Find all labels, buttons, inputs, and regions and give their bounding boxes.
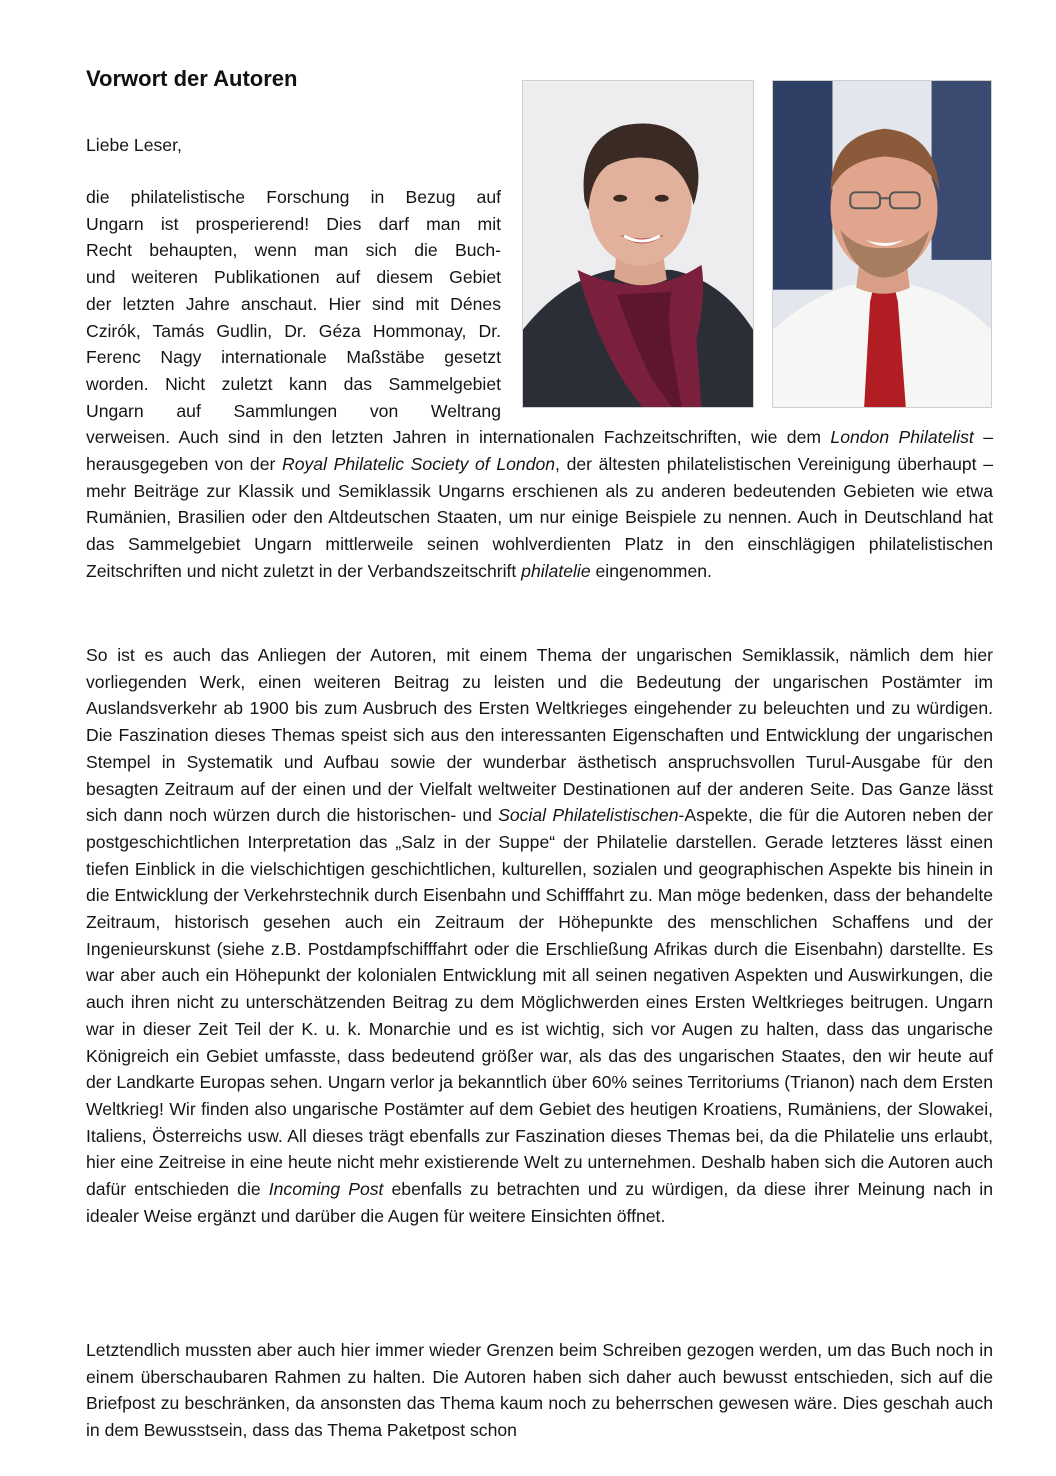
paragraph-1-line: der letzten Jahre anschaut. Hier sind mit Dénes (86, 293, 501, 314)
paragraph-1-line: Ungarn ist prosperierend! Dies darf man mit (86, 213, 501, 234)
paragraph-2 (86, 642, 993, 1229)
paragraph-1-italic: Royal Philatelic Society of London (282, 454, 556, 475)
paragraph-1-text: verweisen. Auch sind in den letzten Jahren in internationalen Fachzeitschriften, wie dem (86, 427, 831, 448)
paragraph-1-italic: London Philatelist (830, 427, 974, 448)
paragraph-3: Letztendlich mussten aber auch hier immer wieder Grenzen beim Schreiben gezogen werden, um das Buch noch in einem überschaubaren Rahmen zu halten. Die Autoren haben sich daher auch bewusst entschieden, sich auf die Briefpost zu beschränken, da ansonsten das Thema kaum noch zu beherrschen gewesen wäre. Dies geschah auch in dem Bewusstsein, dass das Thema Paketpost schon (86, 1340, 993, 1441)
paragraph-1-line: Recht behaupten, wenn man sich die Buch- (86, 240, 501, 261)
paragraph-1-italic: philatelie (521, 560, 591, 581)
paragraph-2-text: -Aspekte, die für die Autoren neben der postgeschichtlichen Interpretation das „Salz in der Suppe“ der Philatelie darstellen. Gerade letzteres lässt einen tiefen Einblick in die vielschichtigen geschichtlichen, kulturellen, sozialen und geographischen Aspekte bis hinein in die Entwicklung der Verkehrstechnik durch Eisenbahn und Schifffahrt zu. Man möge bedenken, dass der behandelte Zeitraum, historisch gesehen auch ein Zeitraum der Höhepunkte des menschlichen Schaffens und der Ingenieurskunst (siehe z.B. Postdampfschifffahrt oder die Erschließung Afrikas durch die Eisenbahn) darstellte. Es war aber auch ein Höhepunkt der kolonialen Entwicklung mit all seinen negativen Aspekten und Auswirkungen, die auch ihren nicht zu unterschätzenden Beitrag zu dem Möglichwerden eines Ersten Weltkrieges beitrugen. Ungarn war in dieser Zeit Teil der K. u. k. Monarchie und es ist wichtig, sich vor Augen zu halten, dass das ungarische Königreich ein Gebiet umfasste, dass bedeutend größer war, als das des ungarischen Staates, den wir heute auf der Landkarte Europas sehen. Ungarn verlor ja bekanntlich über 60% seines Territoriums (Trianon) nach dem Ersten Weltkrieg! Wir finden also ungarische Postämter auf dem Gebiet des heutigen Kroatiens, Rumäniens, der Slowakei, Italiens, Österreichs usw. All dieses trägt ebenfalls zur Faszination dieses Themas bei, da die Philatelie uns erlaubt, hier eine Zeitreise in eine heute nicht mehr existierende Welt zu unternehmen. Deshalb haben sich die Autoren auch dafür entschieden die (86, 805, 994, 1200)
paragraph-1-text: eingenommen. (590, 560, 712, 581)
paragraph-1-line: und weiteren Publikationen auf diesem Gebiet (86, 267, 501, 288)
paragraph-2-text: ebenfalls zu betrachten und zu würdigen, da diese ihrer Meinung nach in idealer Weise ergänzt und darüber die Augen für weitere Einsichten öffnet. (86, 1179, 993, 1226)
paragraph-1-line: Czirók, Tamás Gudlin, Dr. Géza Hommonay, Dr. (86, 320, 501, 341)
paragraph-1 (86, 184, 993, 585)
paragraph-1-line: worden. Nicht zuletzt kann das Sammelgebiet (86, 373, 501, 394)
paragraph-1-line: Ferenc Nagy internationale Maßstäbe gesetzt (86, 347, 501, 368)
paragraph-1-line: Ungarn auf Sammlungen von Weltrang (86, 400, 501, 421)
paragraph-1-text: , der ältesten philatelistischen Vereinigung überhaupt – mehr Beiträge zur Klassik und Semiklassik Ungarns erschienen als zu anderen bedeutenden Gebieten wie etwa Rumänien, Brasilien oder den Altdeutschen Staaten, um nur einige Beispiele zu nennen. Auch in Deutschland hat das Sammelgebiet Ungarn mittlerweile seinen wohlverdienten Platz in den einschlägigen philatelistischen Zeitschriften und nicht zuletzt in der Verbandszeitschrift (86, 454, 993, 581)
page-title: Vorwort der Autoren (86, 66, 298, 91)
paragraph-1-line: die philatelistische Forschung in Bezug auf (86, 187, 501, 207)
paragraph-1-text: – herausgegeben von der (86, 427, 993, 475)
paragraph-2-italic: Social Philatelistischen (498, 805, 679, 826)
paragraph-2-text: So ist es auch das Anliegen der Autoren, mit einem Thema der ungarischen Semiklassik, nämlich dem hier vorliegenden Werk, einen weiteren Beitrag zu leisten und die Bedeutung der ungarischen Postämter im Auslandsverkehr ab 1900 bis zum Ausbruch des Ersten Weltkrieges eingehender zu beleuchten und zu würdigen. Die Faszination dieses Themas speist sich aus den interessanten Eigenschaften und Entwicklung der ungarischen Stempel in Systematik und Aufbau sowie der wunderbar ästhetisch anspruchsvollen Turul-Ausgabe für den besagten Zeitraum auf der einen und der Vielfalt weltweiter Destinationen auf der anderen Seite. Das Ganze lässt sich dann noch würzen durch die historischen- und (86, 645, 993, 826)
greeting: Liebe Leser, (86, 135, 182, 155)
paragraph-2-italic: Incoming Post (268, 1179, 384, 1200)
